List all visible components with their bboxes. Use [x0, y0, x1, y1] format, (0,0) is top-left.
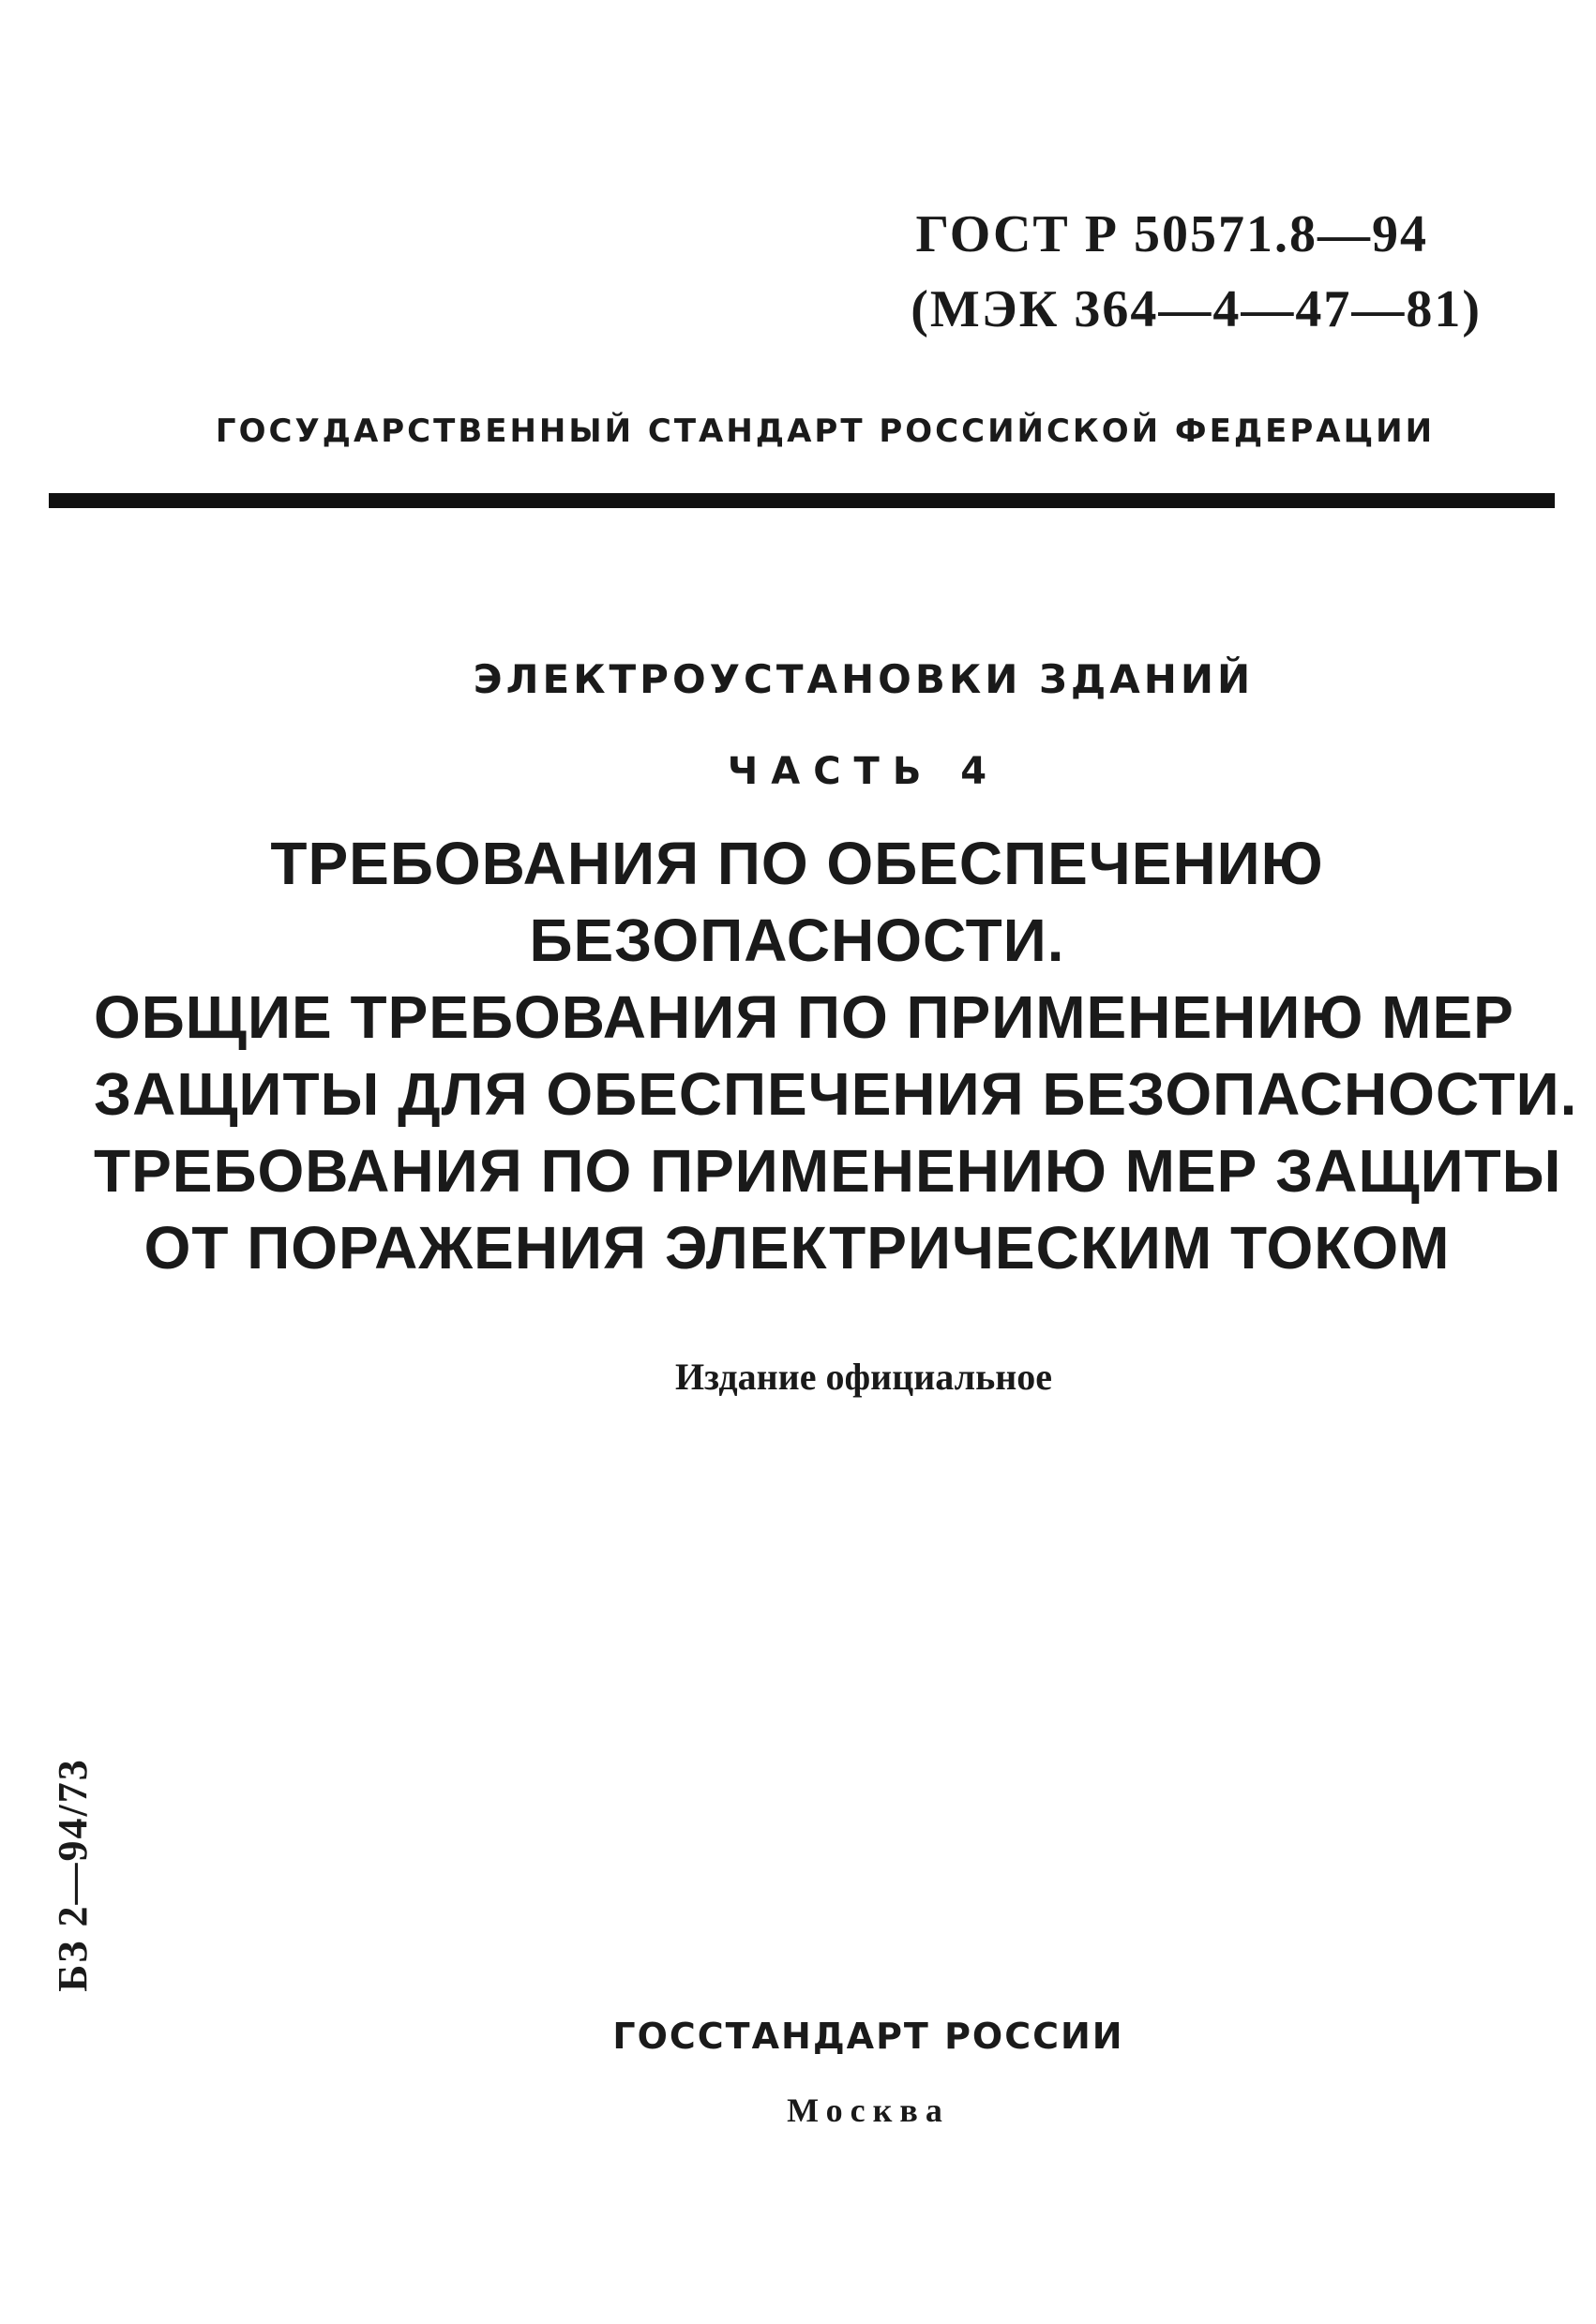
publication-city: Москва [787, 2092, 950, 2129]
side-catalog-code: БЗ 2—94/73 [50, 1758, 96, 1992]
standard-type-heading: ГОСУДАРСТВЕННЫЙ СТАНДАРТ РОССИЙСКОЙ ФЕДЕРАЦИИ [215, 412, 1436, 450]
gost-number: ГОСТ Р 50571.8—94 [915, 205, 1428, 263]
document-title [94, 825, 1578, 1286]
header-rule [49, 493, 1555, 508]
title-line: ТРЕБОВАНИЯ ПО ПРИМЕНЕНИЮ МЕР ЗАЩИТЫ [94, 1137, 1562, 1205]
title-line: ОБЩИЕ ТРЕБОВАНИЯ ПО ПРИМЕНЕНИЮ МЕР [94, 983, 1514, 1051]
series-title: ЭЛЕКТРОУСТАНОВКИ ЗДАНИЙ [473, 656, 1255, 702]
title-line: ЗАЩИТЫ ДЛЯ ОБЕСПЕЧЕНИЯ БЕЗОПАСНОСТИ. [94, 1060, 1578, 1128]
iec-number: (МЭК 364—4—47—81) [911, 280, 1482, 338]
title-line: БЕЗОПАСНОСТИ. [529, 907, 1065, 974]
publisher: ГОССТАНДАРТ РОССИИ [612, 2016, 1124, 2057]
title-line: ТРЕБОВАНИЯ ПО ОБЕСПЕЧЕНИЮ [270, 830, 1324, 897]
part-number: ЧАСТЬ 4 [727, 750, 1001, 793]
standard-designation [881, 197, 1482, 347]
edition-note: Издание официальное [674, 1356, 1053, 1398]
title-line: ОТ ПОРАЖЕНИЯ ЭЛЕКТРИЧЕСКИМ ТОКОМ [143, 1214, 1451, 1282]
